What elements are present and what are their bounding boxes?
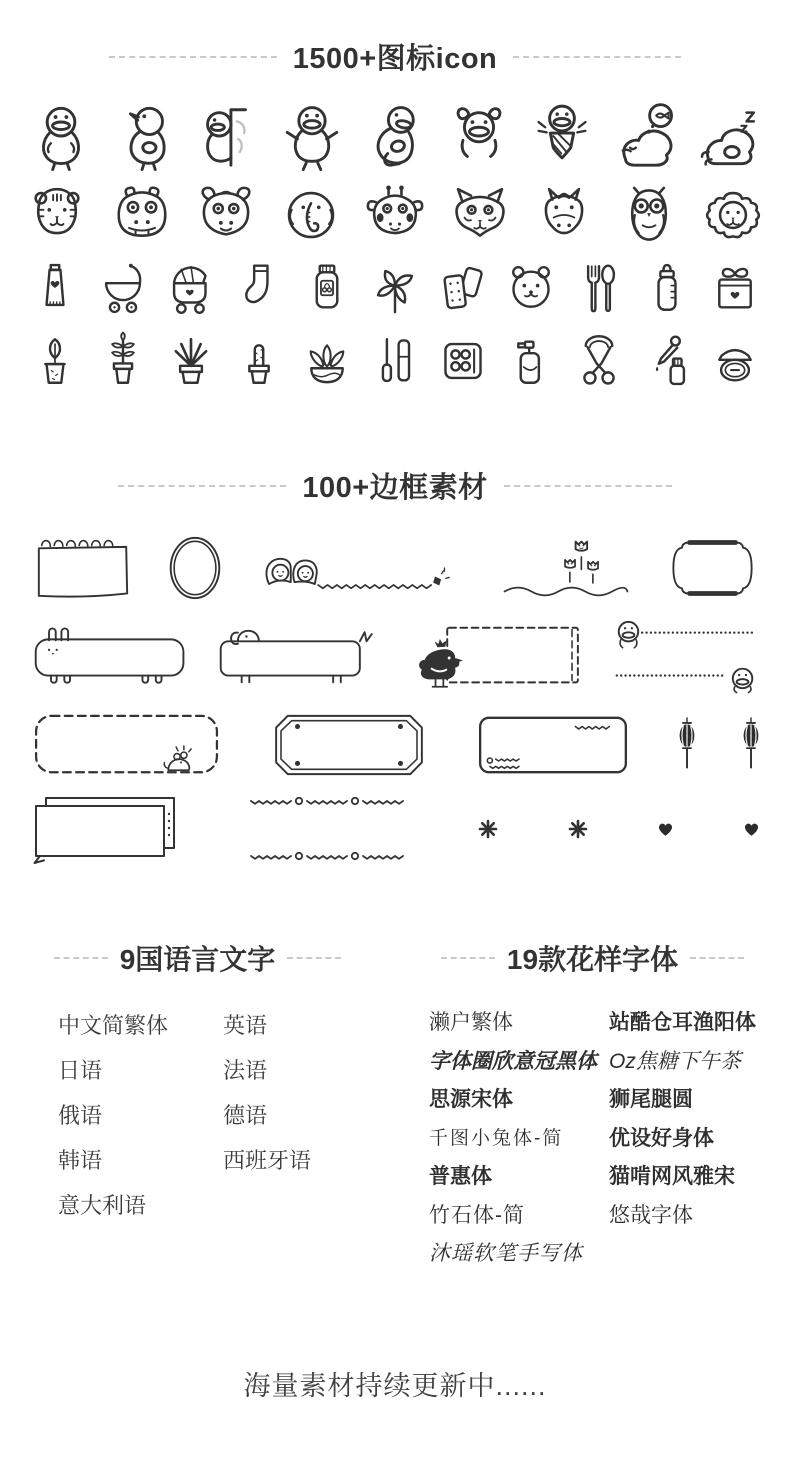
icon-row-baby-items	[0, 255, 790, 321]
header-dash-right	[513, 56, 681, 58]
owl-face-icon	[618, 183, 680, 247]
language-item: 韩语	[58, 1148, 103, 1173]
giraffe-face-icon	[364, 183, 426, 247]
font-sample: 沐瑶软笔手写体	[429, 1242, 583, 1266]
dog-frame-icon	[215, 621, 377, 693]
font-sample: 濑户繁体	[429, 1011, 513, 1035]
duck-shield-icon	[527, 97, 597, 175]
font-sample: 字体圈欣意冠黑体	[429, 1049, 597, 1073]
icon-row-plants-beauty	[0, 329, 790, 393]
language-item: 中文简繁体	[58, 1013, 169, 1038]
ducks-dotted-icon	[612, 618, 760, 696]
font-sample: Oz焦糖下午茶	[609, 1049, 741, 1073]
potted-branch-icon	[94, 329, 152, 393]
bear-face-icon	[502, 255, 560, 321]
duck-bow-icon	[444, 97, 514, 175]
language-item: 英语	[223, 1013, 268, 1038]
fonts-list	[395, 1002, 790, 1272]
frame-row-2	[0, 618, 790, 696]
font-sample: 悠哉字体	[609, 1203, 693, 1227]
font-sample: 站酷仓耳渔阳体	[609, 1011, 756, 1035]
frame-row-1	[0, 532, 790, 604]
heart-icon	[743, 822, 760, 837]
language-item: 德语	[223, 1103, 268, 1128]
header-dash-left	[54, 957, 108, 959]
dropper-bottle-icon	[638, 329, 696, 393]
crackers-icon	[434, 255, 492, 321]
header-dash-right	[504, 485, 672, 487]
cream-tube-icon	[26, 255, 84, 321]
fork-spoon-icon	[570, 255, 628, 321]
languages-list-col-1	[58, 1002, 223, 1227]
potted-cactus-icon	[230, 329, 288, 393]
fonts-list-col-2	[609, 1002, 756, 1272]
icon-row-animal-faces	[0, 183, 790, 247]
oval-frame-icon	[166, 534, 224, 602]
asterisk-icon	[568, 819, 588, 839]
header-dash-left	[109, 56, 277, 58]
languages-list	[0, 1002, 395, 1227]
icon-row-ducks	[0, 97, 790, 175]
font-sample: 优设好身体	[609, 1126, 714, 1150]
ticket-frame-icon	[665, 535, 760, 601]
lantern-icon	[742, 714, 760, 776]
eyeshadow-palette-icon	[434, 329, 492, 393]
footer-note: 海量素材持续更新中......	[243, 1370, 547, 1401]
potted-aloe-icon	[162, 329, 220, 393]
layered-note-icon	[30, 794, 180, 864]
fox-face-icon	[449, 183, 511, 247]
header-dash-right	[287, 957, 341, 959]
duck-peeking-icon	[193, 97, 263, 175]
potted-leaf-icon	[26, 329, 84, 393]
font-sample: 普惠体	[429, 1165, 492, 1189]
rabbit-frame-icon	[30, 621, 192, 693]
dashed-mouse-frame-icon	[30, 710, 224, 780]
jam-jar-icon	[298, 255, 356, 321]
duck-side-icon	[110, 97, 180, 175]
icons-section-title: 1500+图标icon	[292, 43, 498, 75]
font-sample: 狮尾腿圆	[609, 1088, 693, 1112]
languages-title: 9国语言文字	[119, 944, 276, 975]
chicken-frame-icon	[401, 618, 589, 696]
hippo-face-icon	[111, 183, 173, 247]
notepad-frame-icon	[30, 532, 136, 604]
duck-dreaming-icon	[611, 97, 681, 175]
languages-header	[0, 938, 395, 978]
pump-bottle-icon	[502, 329, 560, 393]
fonts-title: 19款花样字体	[506, 944, 679, 975]
frame-row-3	[0, 710, 790, 780]
pram-icon	[94, 255, 152, 321]
girls-wave-icon	[255, 535, 467, 601]
heart-icon	[657, 822, 674, 837]
bull-face-icon	[195, 183, 257, 247]
lantern-icon	[678, 714, 696, 776]
language-item: 日语	[58, 1058, 103, 1083]
octagon-frame-icon	[270, 711, 428, 779]
languages-list-col-2	[223, 1002, 311, 1227]
duck-standing-icon	[26, 97, 96, 175]
compact-mirror-icon	[706, 329, 764, 393]
language-item: 俄语	[58, 1103, 103, 1128]
elephant-face-icon	[280, 183, 342, 247]
squiggle-frame-icon	[474, 711, 632, 779]
asterisk-icon	[478, 819, 498, 839]
duck-sitting-icon	[360, 97, 430, 175]
fonts-list-col-1	[429, 1002, 609, 1272]
baby-bottle-icon	[638, 255, 696, 321]
header-dash-right	[690, 957, 744, 959]
wavy-divider-icon	[249, 794, 409, 864]
font-sample: 思源宋体	[429, 1087, 513, 1112]
font-sample: 千图小兔体-简	[429, 1128, 564, 1150]
baby-sock-icon	[230, 255, 288, 321]
language-item: 法语	[223, 1058, 268, 1083]
mascara-icon	[366, 329, 424, 393]
header-dash-left	[441, 957, 495, 959]
header-dash-left	[118, 485, 286, 487]
succulent-icon	[298, 329, 356, 393]
frames-section-header	[0, 465, 790, 506]
horse-face-icon	[533, 183, 595, 247]
languages-and-fonts-section	[0, 938, 790, 1272]
pinwheel-icon	[366, 255, 424, 321]
font-sample: 竹石体-简	[429, 1203, 525, 1227]
language-item: 西班牙语	[223, 1148, 312, 1173]
font-sample: 猫啃网风雅宋	[609, 1164, 735, 1189]
language-item: 意大利语	[58, 1193, 147, 1218]
flowers-wave-icon	[497, 532, 635, 604]
fonts-column	[395, 938, 790, 1272]
duck-sleeping-icon	[694, 97, 764, 175]
tiger-face-icon	[26, 183, 88, 247]
lash-curler-icon	[570, 329, 628, 393]
gift-box-icon	[706, 255, 764, 321]
frame-row-4	[0, 794, 790, 864]
frames-section-title: 100+边框素材	[302, 472, 488, 504]
lion-face-icon	[702, 183, 764, 247]
languages-column	[0, 938, 395, 1272]
fonts-header	[395, 938, 790, 978]
duck-open-arms-icon	[277, 97, 347, 175]
icons-section-header	[0, 0, 790, 77]
stroller-icon	[162, 255, 220, 321]
